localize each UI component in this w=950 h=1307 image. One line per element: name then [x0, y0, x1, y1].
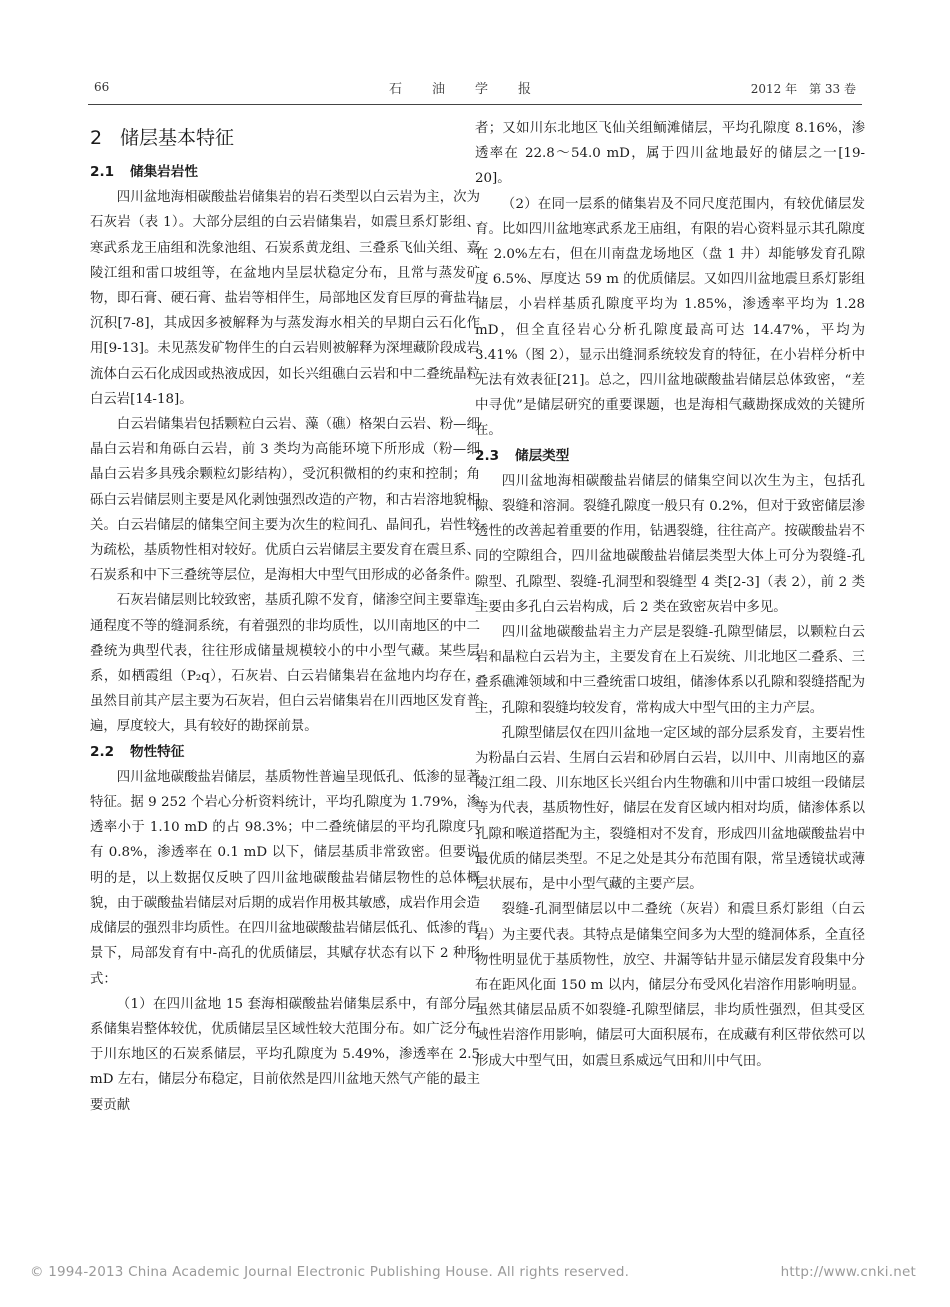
- paragraph: 四川盆地海相碳酸盐岩储层的储集空间以次生为主，包括孔隙、裂缝和溶洞。裂缝孔隙度一般只有 0.2%，但对于致密储层渗透性的改善起着重要的作用，钻遇裂缝，往往高产。按碳酸盐岩不同的空隙组合，四川盆地碳酸盐岩储层类型大体上可分为裂缝-孔隙型、孔隙型、裂缝-孔洞型和裂缝型 4 类[2-3]（表 2），前 2 类主要由多孔白云岩构成，后 2 类在致密灰岩中多见。: [475, 473, 865, 615]
- journal-title: 石油学报: [388, 82, 561, 97]
- section-number: 2: [90, 127, 103, 149]
- subsection-heading-2-3: [475, 444, 865, 469]
- paragraph: 孔隙型储层仅在四川盆地一定区域的部分层系发育，主要岩性为粉晶白云岩、生屑白云岩和砂屑白云岩，以川中、川南地区的嘉陵江组二段、川东地区长兴组台内生物礁和川中雷口坡组一段储层等为代表，基质物性好，储层在发育区域内相对均质，储渗体系以孔隙和喉道搭配为主，裂缝相对不发育，形成四川盆地碳酸盐岩中最优质的储层类型。不足之处是其分布范围有限，常呈透镜状或薄层状展布，是中小型气藏的主要产层。: [475, 725, 865, 893]
- subsection-title: 储层类型: [515, 447, 570, 464]
- subsection-number: 2.2: [90, 743, 115, 760]
- journal-volume: 2012 年 第 33 卷: [750, 82, 856, 96]
- paragraph: 四川盆地碳酸盐岩储层，基质物性普遍呈现低孔、低渗的显著特征。据 9 252 个岩心分析资料统计，平均孔隙度为 1.79%，渗透率小于 1.10 mD 的占 98.3%；中二叠统储层的平均孔隙度只有 0.8%，渗透率在 0.1 mD 以下，储层基质非常致密。但要说明的是，以上数据仅反映了四川盆地碳酸盐岩储层物性的总体概貌，由于碳酸盐岩储层对后期的成岩作用极其敏感，成岩作用会造成储层的强烈非均质性。在四川盆地碳酸盐岩储层低孔、低渗的背景下，局部发育有中-高孔的优质储层，其赋存状态有以下 2 种形式：: [90, 769, 480, 987]
- subsection-number: 2.1: [90, 164, 115, 180]
- paragraph: 裂缝-孔洞型储层以中二叠统（灰岩）和震旦系灯影组（白云岩）为主要代表。其特点是储集空间多为大型的缝洞体系，全直径物性明显优于基质物性，放空、井漏等钻井显示储层发育段集中分布在距风化面 150 m 以内，储层分布受风化岩溶作用影响明显。虽然其储层品质不如裂缝-孔隙型储层，非均质性强烈，但其受区域性岩溶作用影响，储层可大面积展布，在成藏有利区带依然可以形成大中型气田，如震旦系威远气田和川中气田。: [475, 902, 865, 1069]
- paragraph: 四川盆地海相碳酸盐岩储集岩的岩石类型以白云岩为主，次为石灰岩（表 1）。大部分层组的白云岩储集岩，如震旦系灯影组、寒武系龙王庙组和洗象池组、石炭系黄龙组、三叠系飞仙关组、嘉陵江组和雷口坡组等，在盆地内呈层状稳定分布，且常与蒸发矿物，即石膏、硬石膏、盐岩等相伴生，局部地区发育巨厚的膏盐岩沉积[7-8]，其成因多被解释为与蒸发海水相关的早期白云石化作用[9-13]。未见蒸发矿物伴生的白云岩则被解释为深埋藏阶段成岩流体白云石化成因或热液成因，如长兴组礁白云岩和中二叠统晶粒白云岩[14-18]。: [90, 190, 480, 407]
- section-heading: [90, 124, 480, 152]
- subsection-title: 物性特征: [130, 743, 185, 760]
- paragraph: （2）在同一层系的储集岩及不同尺度范围内，有较优储层发育。比如四川盆地寒武系龙王庙组，有限的岩心资料显示其孔隙度在 2.0%左右，但在川南盘龙场地区（盘 1 井）却能够发育孔隙度 6.5%、厚度达 59 m 的优质储层。又如四川盆地震旦系灯影组储层，小岩样基质孔隙度平均为 1.85%，渗透率平均为 1.28 mD，但全直径岩心分析孔隙度最高可达 14.47%，平均为 3.41%（图 2），显示出缝洞系统较发育的特征，在小岩样分析中无法有效表征[21]。总之，四川盆地碳酸盐岩储层总体致密，“差中寻优”是储层研究的重要课题，也是海相气藏勘探成效的关键所在。: [475, 196, 865, 439]
- section-title: 储层基本特征: [120, 127, 235, 149]
- paragraph: 石灰岩储层则比较致密，基质孔隙不发育，储渗空间主要靠连通程度不等的缝洞系统，有着强烈的非均质性，以川南地区的中二叠统为典型代表，往往形成储量规模较小的中小型气藏。某些层系，如栖霞组（P₂q），石灰岩、白云岩储集岩在盆地内均存在，虽然目前其产层主要为石灰岩，但白云岩储集岩在川西地区发育普遍，厚度较大，具有较好的勘探前景。: [90, 593, 480, 735]
- subsection-heading-2-2: [90, 740, 480, 765]
- cnki-link[interactable]: http://www.cnki.net: [780, 1264, 916, 1280]
- left-column: [90, 116, 480, 1118]
- subsection-title: 储集岩岩性: [130, 164, 198, 180]
- paragraph: （1）在四川盆地 15 套海相碳酸盐岩储集层系中，有部分层系储集岩整体较优，优质储层呈区域性较大范围分布。如广泛分布于川东地区的石炭系储层，平均孔隙度为 5.49%，渗透率在 2.5 mD 左右，储层分布稳定，目前依然是四川盆地天然气产能的最主要贡献: [90, 996, 480, 1113]
- copyright-text: © 1994-2013 China Academic Journal Electronic Publishing House. All rights reserved.: [30, 1264, 630, 1280]
- paragraph-continued: 者；又如川东北地区飞仙关组鲕滩储层，平均孔隙度 8.16%，渗透率在 22.8～54.0 mD，属于四川盆地最好的储层之一[19-20]。: [475, 121, 865, 187]
- page-number: 66: [94, 80, 110, 94]
- paragraph: 四川盆地碳酸盐岩主力产层是裂缝-孔隙型储层，以颗粒白云岩和晶粒白云岩为主，主要发育在上石炭统、川北地区二叠系、三叠系礁滩领域和中三叠统雷口坡组，储渗体系以孔隙和裂缝搭配为主，孔隙和裂缝均较发育，常构成大中型气田的主力产层。: [475, 625, 865, 716]
- running-header: [88, 76, 862, 98]
- copyright-footer: [30, 1262, 920, 1286]
- subsection-number: 2.3: [475, 447, 500, 464]
- header-rule: [88, 104, 862, 105]
- subsection-heading-2-1: [90, 160, 480, 185]
- paragraph: 白云岩储集岩包括颗粒白云岩、藻（礁）格架白云岩、粉—细晶白云岩和角砾白云岩，前 3 类均为高能环境下所形成（粉—细晶白云岩多具残余颗粒幻影结构），受沉积微相的约束和控制；角砾白云岩储层则主要是风化剥蚀强烈改造的产物，和古岩溶地貌相关。白云岩储层的储集空间主要为次生的粒间孔、晶间孔，岩性较为疏松，基质物性相对较好。优质白云岩储层主要发育在震旦系、石炭系和中下三叠统等层位，是海相大中型气田形成的必备条件。: [90, 417, 480, 584]
- right-column: [475, 116, 865, 1074]
